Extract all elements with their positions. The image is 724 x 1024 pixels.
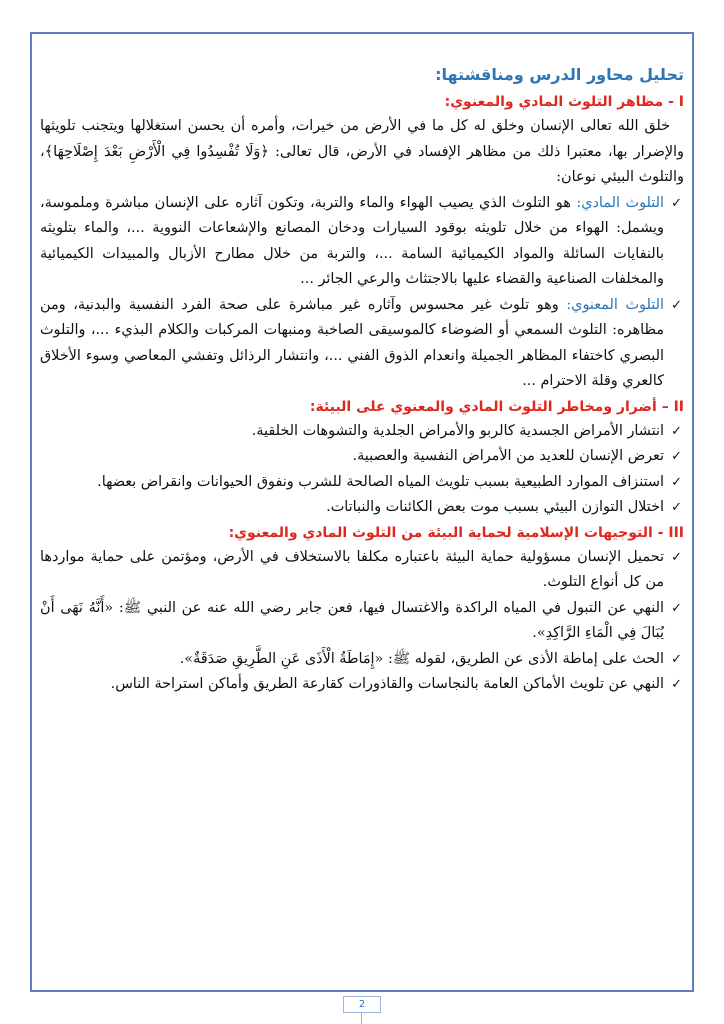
item-text: وهو تلوث غير محسوس وآثاره غير مباشرة على صحة الفرد النفسية والبدنية، ومن مظاهره: التلوث السمعي أو الضوضاء كالموسيقى الصاخبة ومنبهات المركبات والكلام البذيء ...، والتلوث البصري كاختفاء المظاهر الجميلة وانعدام الذوق الفني ...، وانتشار الرذائل وتفشي المعاصي وسوء الأخلاق كالعري وقلة الاحترام ... xyxy=(40,296,664,389)
item-text: انتشار الأمراض الجسدية كالربو والأمراض الجلدية والتشوهات الخلقية. xyxy=(251,422,664,439)
item-text: الحث على إماطة الأذى عن الطريق، لقوله ﷺ: «إِمَاطَةُ الْأَذَى عَنِ الطَّرِيقِ صَدَقَةٌ». xyxy=(179,650,664,667)
lesson-content xyxy=(40,62,684,698)
list-item xyxy=(40,596,684,647)
list-item xyxy=(40,545,684,596)
term-material-pollution: التلوث المادي: xyxy=(576,194,665,211)
check-icon: ✓ xyxy=(671,549,682,565)
list-item xyxy=(40,293,684,395)
check-icon: ✓ xyxy=(671,423,682,439)
check-icon: ✓ xyxy=(671,297,682,313)
item-text: اختلال التوازن البيئي بسبب موت بعض الكائنات والنباتات. xyxy=(326,499,664,515)
list-item xyxy=(40,647,684,673)
term-moral-pollution: التلوث المعنوي: xyxy=(566,296,664,313)
check-icon: ✓ xyxy=(671,449,682,464)
section-2-heading: II – أضرار ومخاطر التلوث المادي والمعنوي على البيئة: xyxy=(309,398,684,415)
check-icon: ✓ xyxy=(671,500,682,515)
check-icon: ✓ xyxy=(671,600,682,616)
check-icon: ✓ xyxy=(671,677,682,692)
item-text: تحميل الإنسان مسؤولية حماية البيئة باعتباره مكلفا بالاستخلاف في الأرض، ومؤتمن على حماية مواردها من كل أنواع التلوث. xyxy=(40,548,664,590)
list-item xyxy=(40,470,684,496)
item-text: استنزاف الموارد الطبيعية بسبب تلويث المياه الصالحة للشرب ونفوق الحيوانات وانقراض بعضها. xyxy=(97,473,664,490)
check-icon: ✓ xyxy=(671,651,682,667)
list-item xyxy=(40,191,684,293)
item-text: هو التلوث الذي يصيب الهواء والماء والتربة، وتكون آثاره على الإنسان مباشرة وملموسة، ويشمل: الهواء من خلال تلويثه بوقود السيارات ودخان المصانع والإشعاعات النووية ...، والماء بتلويثه بالنفايات السائلة والمواد الكيميائية السامة ...، والتربة من خلال مطارح الأزبال والمبيدات الكيميائية والمخلفات الصناعية والقضاء عليها بالاجتثاث والرعي الجائر ... xyxy=(40,194,664,287)
page-number-divider xyxy=(361,1013,362,1024)
check-icon: ✓ xyxy=(671,195,682,211)
check-icon: ✓ xyxy=(671,474,682,490)
section-2-list xyxy=(40,419,684,521)
item-text: النهي عن تلويث الأماكن العامة بالنجاسات والقاذورات كقارعة الطريق وأماكن استراحة الناس. xyxy=(110,676,664,692)
section-1-intro: خلق الله تعالى الإنسان وخلق له كل ما في الأرض من خيرات، وأمره أن يحسن استغلالها ويتجنب تلويثها والإضرار بها، معتبرا ذلك من مظاهر الإفساد في الأرض، قال تعالى: ﴿وَلَا تُفْسِدُوا فِي الْأَرْضِ بَعْدَ إِصْلَاحِهَا﴾، والتلوث البيئي نوعان: xyxy=(40,118,684,185)
item-text: النهي عن التبول في المياه الراكدة والاغتسال فيها، فعن جابر رضي الله عنه عن النبي ﷺ: «أَنَّهُ نَهَى أَنْ يُبَالَ فِي الْمَاءِ الرَّاكِدِ». xyxy=(40,599,664,641)
section-3-heading: III - التوجيهات الإسلامية لحماية البيئة من التلوث المادي والمعنوي: xyxy=(228,524,684,541)
list-item xyxy=(40,444,684,470)
page-number: 2 xyxy=(343,996,381,1013)
item-text: تعرض الإنسان للعديد من الأمراض النفسية والعصبية. xyxy=(352,448,664,464)
list-item xyxy=(40,672,684,698)
list-item xyxy=(40,419,684,445)
section-1-heading: I - مظاهر التلوث المادي والمعنوي: xyxy=(444,94,684,110)
list-item xyxy=(40,495,684,521)
section-3-list xyxy=(40,545,684,698)
section-1-list xyxy=(40,191,684,395)
page-title: تحليل محاور الدرس ومناقشتها: xyxy=(435,65,684,84)
